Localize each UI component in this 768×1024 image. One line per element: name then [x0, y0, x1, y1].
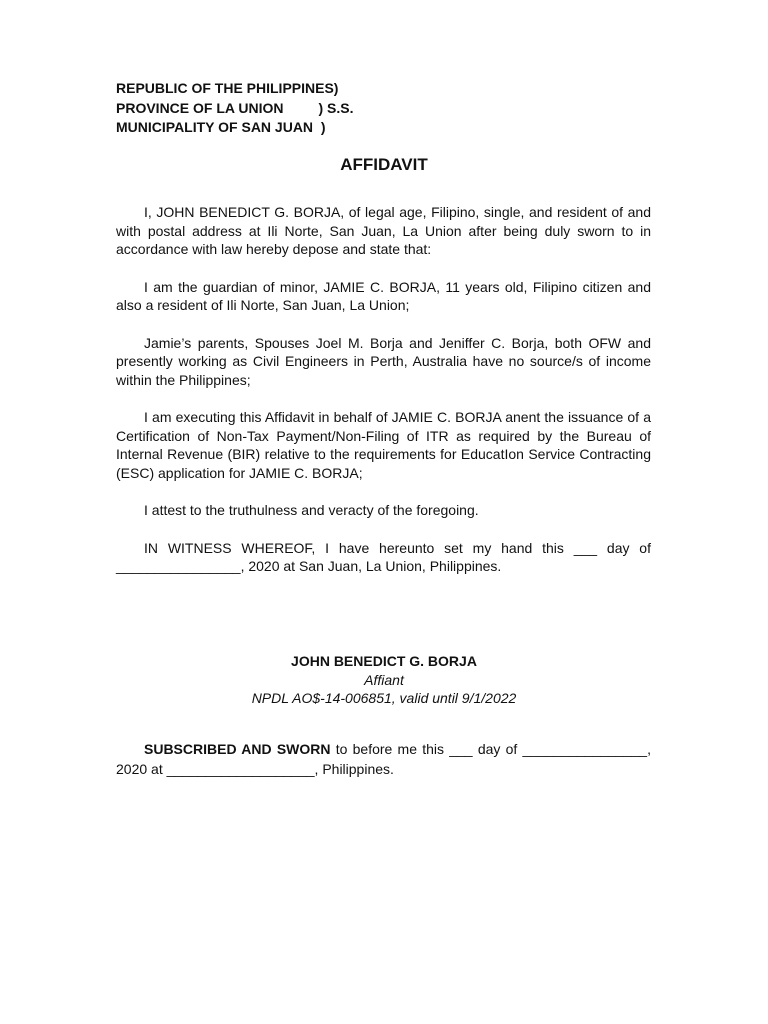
paragraph-witness: IN WITNESS WHEREOF, I have hereunto set my hand this ___ day of ________________, 2020 at San Juan, La Union, Philippines. — [116, 539, 651, 574]
affiant-role: Affiant — [364, 671, 404, 688]
affiant-name: JOHN BENEDICT G. BORJA — [291, 653, 477, 669]
venue-block — [116, 79, 354, 138]
affiant-id: NPDL AO$-14-006851, valid until 9/1/2022 — [251, 690, 517, 706]
paragraph-parents: Jamie’s parents, Spouses Joel M. Borja and Jeniffer C. Borja, both OFW and presently working as Civil Engineers in Perth, Australia have no source/s of income within the Philippines; — [116, 334, 651, 388]
affidavit-body — [116, 203, 651, 595]
paragraph-affiant-intro: I, JOHN BENEDICT G. BORJA, of legal age, Filipino, single, and resident of and with postal address at Ili Norte, San Juan, La Union after being duly sworn to in accordance with law hereby depose and state that: — [116, 204, 651, 257]
jurat-text: to before me this ___ day of ________________, 2020 at ___________________, Philippines. — [116, 741, 651, 777]
jurat-block — [116, 740, 651, 779]
paragraph-attestation: I attest to the truthulness and veracty of the foregoing. — [144, 502, 479, 518]
venue-republic: REPUBLIC OF THE PHILIPPINES) — [116, 80, 339, 96]
paragraph-purpose: I am executing this Affidavit in behalf of JAMIE C. BORJA anent the issuance of a Certification of Non-Tax Payment/Non-Filing of ITR as required by the Bureau of Internal Revenue (BIR) relative to the requirements for EducatIon Service Contracting (ESC) application for JAMIE C. BORJA; — [116, 409, 651, 481]
venue-province: PROVINCE OF LA UNION ) S.S. — [116, 99, 354, 116]
paragraph-guardian: I am the guardian of minor, JAMIE C. BORJA, 11 years old, Filipino citizen and also a resident of Ili Norte, San Juan, La Union; — [116, 278, 651, 313]
jurat-paragraph — [116, 740, 651, 779]
venue-municipality: MUNICIPALITY OF SAN JUAN ) — [116, 119, 326, 135]
signature-block — [0, 652, 768, 708]
jurat-lead: SUBSCRIBED AND SWORN — [144, 741, 331, 757]
document-title: AFFIDAVIT — [340, 155, 428, 174]
